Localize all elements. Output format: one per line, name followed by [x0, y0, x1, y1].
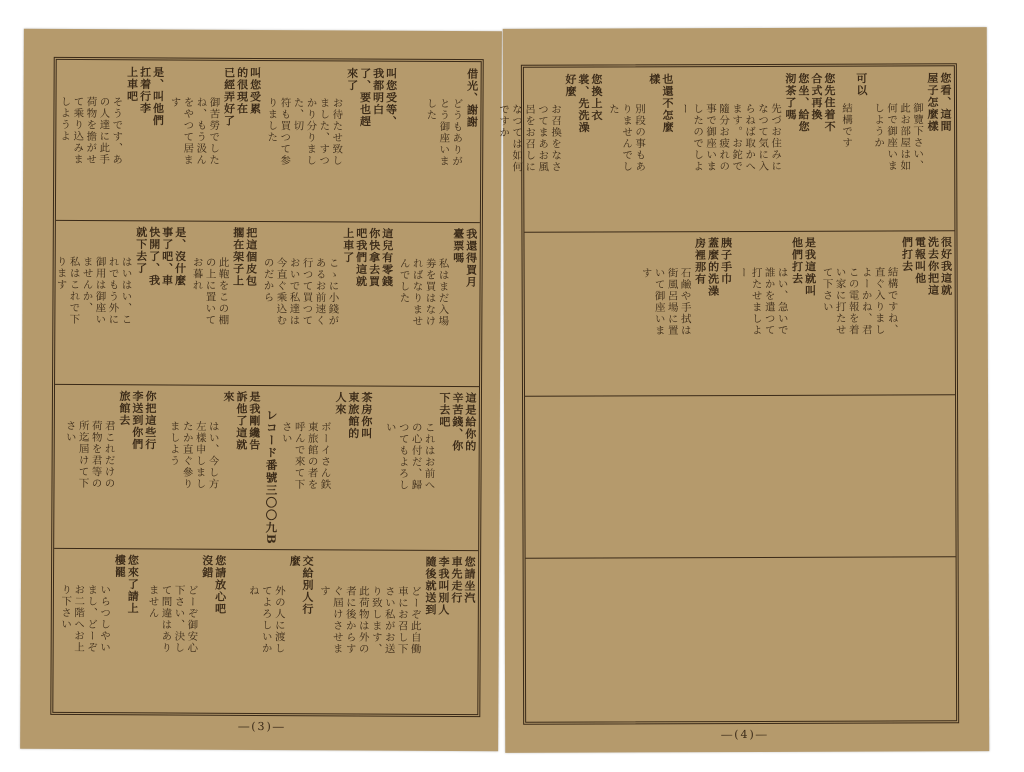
dialogue-cell	[395, 222, 480, 386]
dialogue-cell	[605, 67, 677, 231]
chinese-phrase: 您來了請上 樓罷	[113, 554, 140, 615]
japanese-translation: どーぞ御安心 下さい、決し て間違はあり ません	[147, 584, 199, 654]
japanese-translation: はい、今し方 左樣申しまし たか直ぐ參り ましよう	[168, 420, 220, 490]
dialogue-cell	[838, 67, 871, 231]
dialogue-cell	[53, 548, 141, 712]
chinese-phrase: 叫您受累 的很現在 已經弄好了	[222, 66, 262, 127]
japanese-translation: 外の人に渡し てよろしいか ね	[247, 584, 286, 655]
dialogue-cell	[52, 220, 189, 385]
left-row-3	[54, 384, 479, 551]
japanese-translation: いらつしやい まし、どーぞ お二階へお上 り下さい	[60, 583, 112, 654]
dialogue-cell	[818, 230, 955, 394]
dialogue-cell	[676, 67, 839, 232]
dialogue-cell	[734, 231, 819, 395]
right-row-1	[497, 66, 955, 232]
japanese-translation: ボーイさん鉄 東旅館の者を 呼んで來て下 さい	[280, 421, 332, 491]
chinese-phrase: 您請坐汽 車先走行 李我叫別人 隨後就送到	[423, 555, 477, 616]
dialogue-cell	[259, 221, 396, 386]
chinese-phrase: 叫您受等、 我都明白 了、要也趕 來了	[345, 67, 398, 128]
left-page	[20, 29, 502, 751]
left-row-2	[55, 220, 480, 387]
japanese-translation: 別段の事もあ りませんでし た	[607, 103, 647, 173]
chinese-phrase: 胰子手巾 蓋麼的洗澡 房裡那有	[693, 237, 733, 298]
dialogue-cell	[399, 62, 481, 222]
japanese-translation: これはお前へ の心付だ、歸 つてもよろし い	[384, 421, 436, 491]
chinese-phrase: 交給別人行 麼	[288, 555, 315, 616]
chinese-phrase: 可以	[854, 72, 868, 97]
dialogue-cell	[637, 231, 735, 395]
japanese-translation: 御覽下さい、 此お部屋は如 何で御座いま しようか	[872, 102, 925, 172]
japanese-translation: はいはい、こ れでもう外に 御用は御座い ませんか、 私はこれで下 ります	[55, 255, 133, 326]
dialogue-cell	[581, 231, 638, 395]
dialogue-cell	[56, 60, 167, 221]
dialogue-cell	[524, 232, 581, 396]
chinese-phrase: 您看、這間 屋子怎麼樣	[925, 72, 953, 133]
japanese-translation: お待たせ致し ました、すつ かり分りまし た、切 符も買つて参 りました	[266, 97, 344, 167]
chinese-phrase	[635, 237, 636, 391]
right-row-2	[524, 230, 955, 396]
japanese-translation: 君これだけの 荷物を君等の 所迄屆けて下 さい	[64, 419, 116, 490]
chinese-phrase: 是、叫他們 扛着行李 上車吧	[125, 66, 165, 127]
chinese-phrase: 是我這就叫 他們打去	[790, 236, 817, 297]
chinese-phrase: 也還不怎麼 樣	[647, 73, 675, 134]
left-row-4	[53, 548, 478, 714]
dialogue-cell	[141, 548, 229, 712]
dialogue-cell	[263, 61, 400, 222]
japanese-translation: 先づお住みに なつて気に入 らねば取かへ ます。お鉈で 隨分お疲れの 事で御座いま したのでしよ ー	[678, 102, 783, 173]
chinese-phrase: 您先住着不 合式再換 您坐、給您 沏茶了嗎	[783, 72, 837, 133]
japanese-translation: 御苦勞でした ね、もう汲ん をやつて居ま す	[169, 96, 221, 166]
japanese-translation: どうもありが とう御座いま した	[425, 97, 464, 168]
left-row-1	[56, 60, 481, 223]
right-row-4-empty	[526, 556, 957, 722]
record-number-label: レコード番號三〇〇九B	[264, 409, 279, 545]
japanese-translation: 石鹼や手拭は 街風呂場に置 いて御座いま す	[640, 267, 692, 337]
left-page-number: ―(3)―	[238, 719, 286, 734]
dialogue-cell	[374, 386, 479, 551]
dialogue-cell	[262, 385, 375, 550]
chinese-phrase: 你把這些行 李送到你們 旅館去	[117, 390, 157, 451]
dialogue-cell	[166, 61, 264, 222]
right-row-3-empty	[525, 394, 956, 558]
japanese-translation: はい、急いで 誰かを遣つて 打たせましよ ー	[737, 266, 789, 336]
chinese-phrase: 是我剛纔告 訴他了這就 來	[221, 390, 261, 451]
dialogue-cell	[315, 549, 478, 714]
chinese-phrase: 您換上衣 裳、先洗澡 好麼	[563, 73, 604, 134]
chinese-phrase: 這是給你的 辛苦錢、你 下去吧	[437, 391, 477, 453]
dialogue-cell	[54, 384, 159, 549]
japanese-translation: そうです、あ の人達に此手 荷物を擔がせ て乘り込みま しようよ	[59, 95, 124, 166]
japanese-translation: 結構ですね、 直ぐ入りまし よーかね、君 この電報を着 い家に打たせ て下さい	[821, 266, 899, 336]
chinese-phrase	[579, 238, 580, 392]
dialogue-cell	[228, 549, 316, 713]
chinese-phrase: 把這個皮包 擱在架子上	[231, 226, 258, 287]
right-page-frame	[497, 63, 959, 725]
right-page-number: ―(4)―	[721, 727, 769, 742]
dialogue-cell	[188, 221, 260, 385]
chinese-phrase: 您請放心吧 沒錯	[200, 554, 227, 615]
dialogue-cell	[870, 66, 955, 230]
japanese-translation: 此鞄をこの棚 の上に置いて お暮れ	[191, 256, 230, 326]
chinese-phrase: 茶房你叫 東旅館的 人來	[333, 391, 373, 440]
chinese-phrase: 我還得買月 臺票嗎	[451, 227, 478, 289]
dialogue-cell	[495, 67, 606, 231]
chinese-phrase: 這兒有零錢 你快拿去買 吧我們這就 上車了	[341, 227, 394, 288]
chinese-phrase: 很好我這就 洗去你把這 電報叫他 們打去	[900, 236, 953, 297]
dialogue-cell	[158, 384, 263, 549]
japanese-translation: こゝに小錢が あるお前速く 行つて買つて おいで私達は 今直ぐ乘込む のだから	[262, 257, 340, 327]
japanese-translation: どーぞ此自働 車にお召し下 さい私がお送 り致します、 此荷物は外の 者に後からす ぐ屆けさせま す	[318, 585, 422, 655]
japanese-translation: お召換をなさ つてまあお風 呂をお召しに なつては如何 ですか	[497, 103, 563, 173]
japanese-translation: 私はまだ入場 劵を買はなけ ればなりませ んでした	[398, 257, 450, 327]
left-page-frame	[50, 57, 483, 717]
chinese-phrase: 是、沒什麼 事了吧、車 快開了、我 就下去了	[134, 226, 187, 287]
japanese-translation: 結構です	[840, 102, 854, 149]
right-page	[497, 27, 990, 753]
chinese-phrase: 借光、謝謝	[465, 68, 479, 129]
